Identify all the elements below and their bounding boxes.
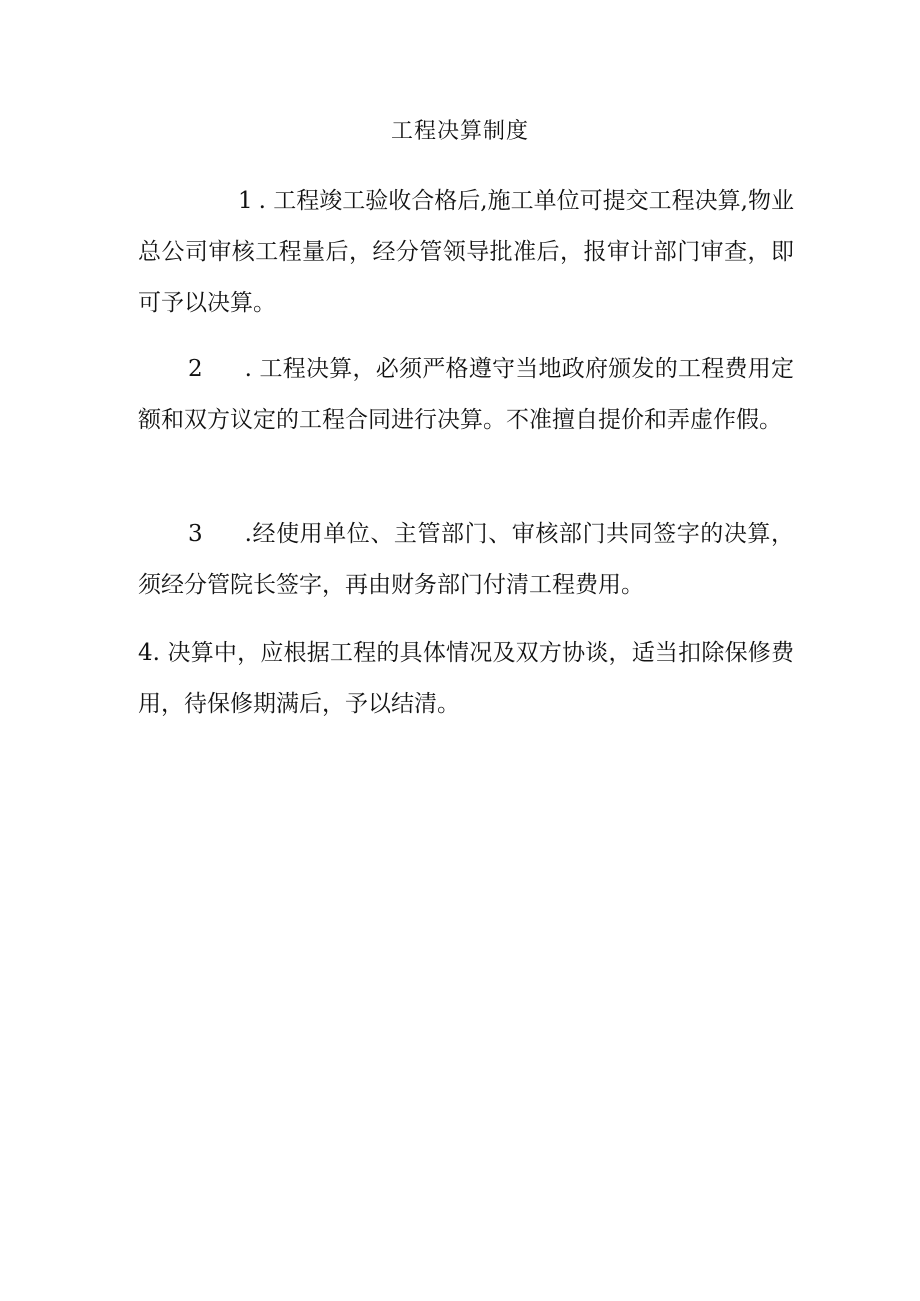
clause-text: . 工程决算，必须严格遵守当地政府颁发的工程费用定额和双方议定的工程合同进行决算。不准擅自提价和弄虚作假。 [138, 356, 794, 433]
clause-number: 4. [138, 640, 160, 666]
clause-text: . 工程竣工验收合格后,施工单位可提交工程决算,物业总公司审核工程量后，经分管领导批准后，报审计部门审查，即可予以决算。 [138, 188, 794, 316]
clause-number: 1 [238, 188, 253, 214]
clause-4 [138, 628, 794, 730]
clause-3 [138, 509, 794, 611]
clause-text: 决算中，应根据工程的具体情况及双方协谈，适当扣除保修费用，待保修期满后，予以结清。 [138, 640, 794, 717]
clause-1 [138, 176, 794, 329]
clause-number: 2 [188, 356, 203, 382]
clause-number: 3 [188, 521, 203, 547]
document-title: 工程决算制度 [390, 119, 529, 144]
clause-text: .经使用单位、主管部门、审核部门共同签字的决算，须经分管院长签字，再由财务部门付清工程费用。 [138, 521, 794, 598]
clause-2 [138, 344, 794, 446]
